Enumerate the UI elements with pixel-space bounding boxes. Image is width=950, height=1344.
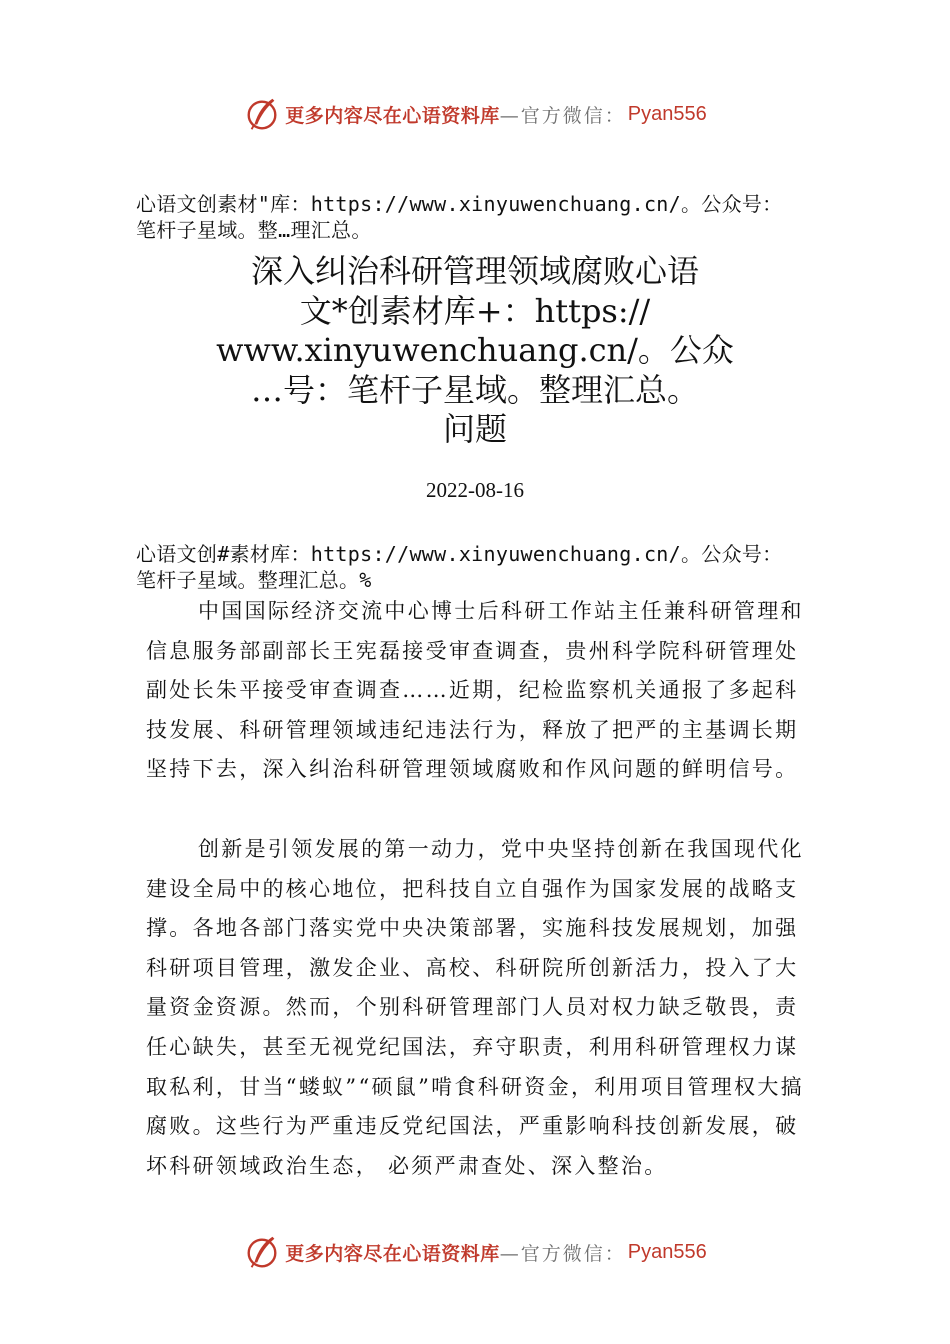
paragraph-text: 中国国际经济交流中心博士后科研工作站主任兼科研管理和信息服务部副部长王宪磊接受审查调查，贵州科学院科研管理处副处长朱平接受审查调查……近期，纪检监察机关通报了多起科技发展、科研管理领域违纪违法行为，释放了把严的主基调长期坚持下去，深入纠治科研管理领域腐败和作风问题的鲜明信号。 — [146, 599, 804, 782]
quill-pen-icon — [243, 95, 281, 133]
publish-date: 2022-08-16 — [426, 478, 524, 502]
source-notice-mid — [136, 541, 856, 593]
title-line: 问题 — [442, 410, 507, 448]
source-notice-top — [136, 191, 856, 243]
body-paragraph — [146, 830, 818, 1186]
banner-brand-text: 更多内容尽在心语资料库 — [285, 1242, 500, 1265]
body-paragraph — [146, 592, 818, 790]
banner-wechat-id: Pyan556 — [627, 1240, 707, 1263]
paragraph-text: 创新是引领发展的第一动力，党中央坚持创新在我国现代化建设全局中的核心地位，把科技自立自强作为国家发展的战略支撑。各地各部门落实党中央决策部署，实施科技发展规划，加强科研项目管理，激发企业、高校、科研院所创新活力，投入了大量资金资源。然而，个别科研管理部门人员对权力缺乏敬畏，责任心缺失，甚至无视党纪国法，弃守职责，利用科研管理权力谋取私利，甘当“蝼蚁”“硕鼠”啃食科研资金，利用项目管理权大搞腐败。这些行为严重违反党纪国法，严重影响科技创新发展，破坏科研领域政治生态， 必须严肃查处、深入整治。 — [146, 837, 804, 1178]
quill-pen-icon — [243, 1233, 281, 1271]
notice-line: 心语文创#素材库：https://www.xinyuwenchuang.cn/。公众号： — [136, 542, 783, 566]
notice-line: 笔杆子星域。整…理汇总。 — [136, 218, 372, 242]
title-line: 文*创素材库+：https:// — [299, 291, 651, 330]
banner-wechat-id: Pyan556 — [627, 102, 707, 125]
title-line: 深入纠治科研管理领域腐败心语 — [250, 252, 699, 290]
header-banner — [0, 94, 950, 134]
notice-line: 心语文创素材"库：https://www.xinyuwenchuang.cn/。公众号： — [136, 192, 783, 216]
notice-line: 笔杆子星域。整理汇总。% — [136, 568, 372, 592]
title-line: www.xinyuwenchuang.cn/。公众 — [216, 331, 734, 369]
banner-brand-text: 更多内容尽在心语资料库 — [285, 104, 500, 127]
banner-wechat-label: —官方微信： — [499, 104, 626, 127]
document-title — [150, 252, 800, 450]
footer-banner — [0, 1232, 950, 1272]
title-line: …号：笔杆子星域。整理汇总。 — [250, 370, 699, 409]
banner-wechat-label: —官方微信： — [499, 1242, 626, 1265]
